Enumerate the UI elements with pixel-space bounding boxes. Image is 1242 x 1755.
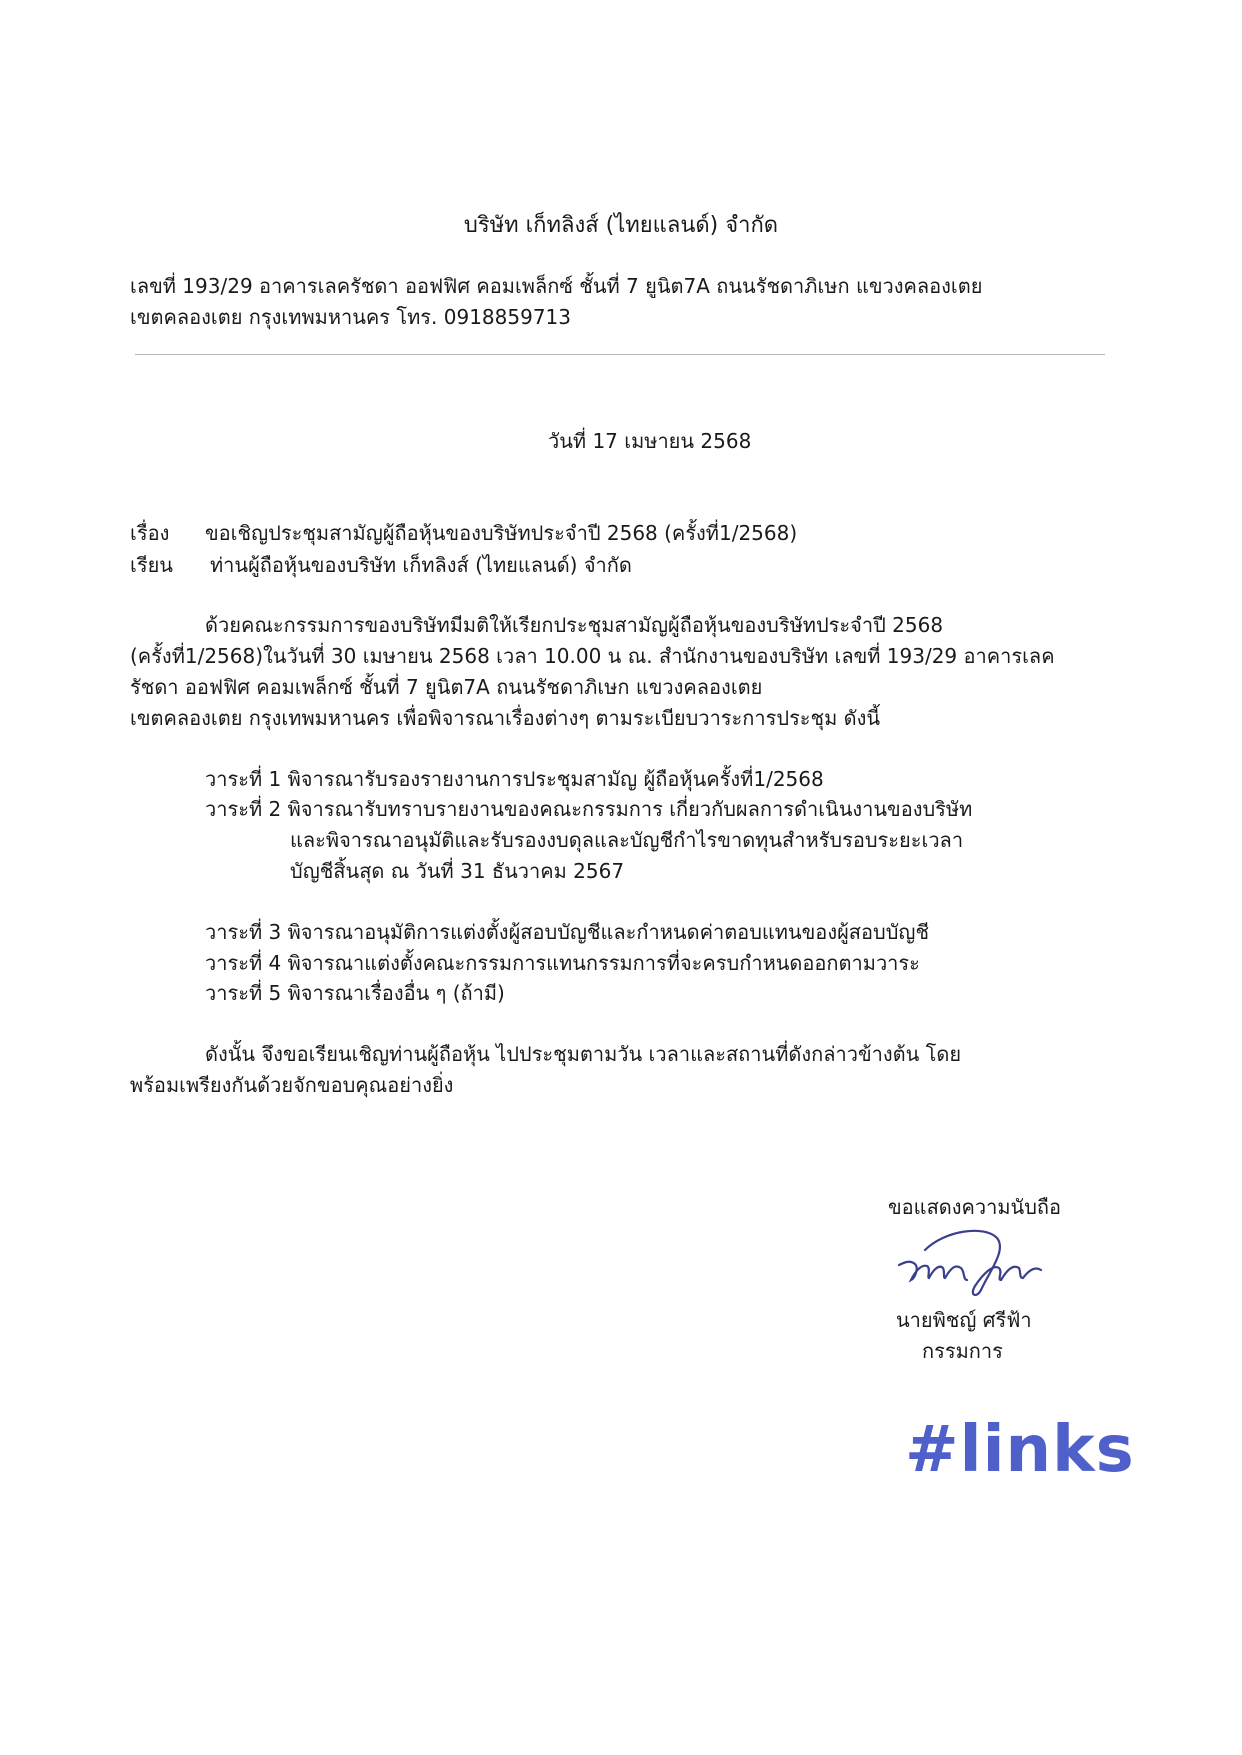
body-line: ด้วยคณะกรรมการของบริษัทมีมติให้เรียกประชุมสามัญผู้ถือหุ้นของบริษัทประจำปี 2568 — [205, 613, 944, 637]
conclusion-line: ดังนั้น จึงขอเรียนเชิญท่านผู้ถือหุ้น ไปประชุมตามวัน เวลาและสถานที่ดังกล่าวข้างต้น โดย — [205, 1042, 962, 1066]
signer-title: กรรมการ — [922, 1339, 1003, 1363]
company-address-line-2: เขตคลองเตย กรุงเทพมหานคร โทร. 0918859713 — [130, 305, 572, 329]
header-divider — [135, 354, 1105, 355]
body-line: เขตคลองเตย กรุงเทพมหานคร เพื่อพิจารณาเรื่องต่างๆ ตามระเบียบวาระการประชุม ดังนี้ — [130, 706, 881, 730]
subject-text: ขอเชิญประชุมสามัญผู้ถือหุ้นของบริษัทประจำปี 2568 (ครั้งที่1/2568) — [205, 521, 798, 545]
agenda-item-4: วาระที่ 4 พิจารณาแต่งตั้งคณะกรรมการแทนกรรมการที่จะครบกำหนดออกตามวาระ — [205, 951, 920, 975]
agenda-item-2-continued: บัญชีสิ้นสุด ณ วันที่ 31 ธันวาคม 2567 — [290, 859, 625, 883]
company-name: บริษัท เก็ทลิงส์ (ไทยแลนด์) จำกัด — [463, 213, 779, 238]
company-address-line-1: เลขที่ 193/29 อาคารเลครัชดา ออฟฟิศ คอมเพล็กซ์ ชั้นที่ 7 ยูนิต7A ถนนรัชดาภิเษก แขวงคลองเตย — [130, 274, 983, 298]
recipient-label: เรียน — [130, 553, 173, 577]
agenda-item-3: วาระที่ 3 พิจารณาอนุมัติการแต่งตั้งผู้สอบบัญชีและกำหนดค่าตอบแทนของผู้สอบบัญชี — [205, 920, 930, 944]
recipient-text: ท่านผู้ถือหุ้นของบริษัท เก็ทลิงส์ (ไทยแลนด์) จำกัด — [210, 553, 632, 577]
company-stamp: #links — [905, 1413, 1135, 1487]
body-line: รัชดา ออฟฟิศ คอมเพล็กซ์ ชั้นที่ 7 ยูนิต7A ถนนรัชดาภิเษก แขวงคลองเตย — [130, 675, 763, 699]
agenda-item-5: วาระที่ 5 พิจารณาเรื่องอื่น ๆ (ถ้ามี) — [205, 981, 505, 1005]
signer-name: นายพิชญ์ ศรีฟ้า — [896, 1308, 1032, 1332]
body-line: (ครั้งที่1/2568)ในวันที่ 30 เมษายน 2568 เวลา 10.00 น ณ. สำนักงานของบริษัท เลขที่ 193/29 อาคารเลค — [130, 644, 1055, 668]
closing-salutation: ขอแสดงความนับถือ — [888, 1195, 1062, 1219]
signature-image — [885, 1220, 1060, 1300]
conclusion-line: พร้อมเพรียงกันด้วยจักขอบคุณอย่างยิ่ง — [130, 1073, 454, 1097]
subject-label: เรื่อง — [130, 521, 170, 545]
agenda-item-2-continued: และพิจารณาอนุมัติและรับรองงบดุลและบัญชีกำไรขาดทุนสำหรับรอบระยะเวลา — [290, 828, 964, 852]
letter-date: วันที่ 17 เมษายน 2568 — [548, 429, 752, 453]
agenda-item-1: วาระที่ 1 พิจารณารับรองรายงานการประชุมสามัญ ผู้ถือหุ้นครั้งที่1/2568 — [205, 767, 824, 791]
agenda-item-2: วาระที่ 2 พิจารณารับทราบรายงานของคณะกรรมการ เกี่ยวกับผลการดำเนินงานของบริษัท — [205, 797, 973, 821]
